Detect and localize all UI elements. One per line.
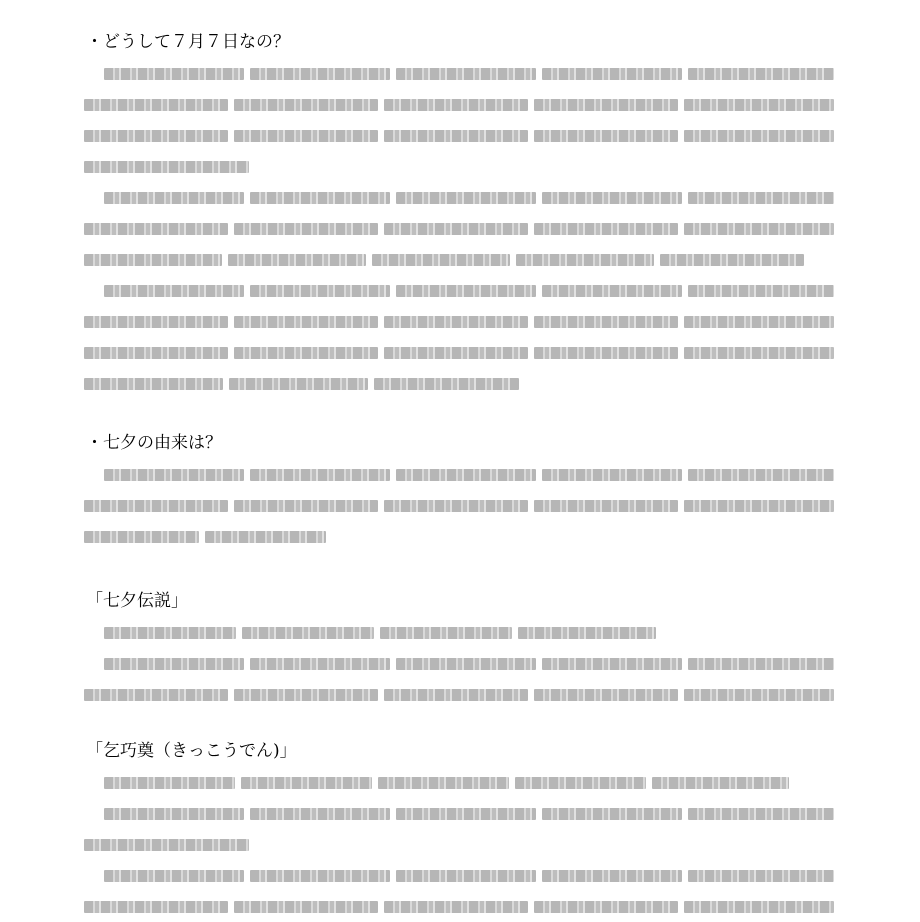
blurred-text-line <box>84 459 836 490</box>
blurred-text-segment <box>84 500 228 512</box>
blurred-text-line <box>84 58 836 89</box>
blurred-text-segment <box>534 347 678 359</box>
blurred-text-segment <box>104 627 236 639</box>
blurred-text-segment <box>234 347 378 359</box>
blurred-text-segment <box>396 658 536 670</box>
blurred-text-segment <box>384 901 528 913</box>
blurred-text-segment <box>234 99 378 111</box>
blurred-text-segment <box>534 223 678 235</box>
blurred-text-line <box>84 617 836 648</box>
blurred-text-segment <box>542 870 682 882</box>
blurred-text-line <box>84 151 836 182</box>
blurred-text-segment <box>250 285 390 297</box>
blurred-text-segment <box>205 531 326 543</box>
blurred-text-segment <box>542 285 682 297</box>
blurred-text-segment <box>542 658 682 670</box>
blurred-text-segment <box>84 316 228 328</box>
blurred-text-segment <box>372 254 510 266</box>
blurred-text-line <box>84 490 836 521</box>
blurred-text-segment <box>396 285 536 297</box>
blurred-text-segment <box>241 777 372 789</box>
blurred-text-line <box>84 182 836 213</box>
blurred-text-line <box>84 767 836 798</box>
blurred-text-line <box>84 860 836 891</box>
blurred-text-line <box>84 521 836 552</box>
section-body-tanabata-legend <box>84 617 836 710</box>
blurred-text-segment <box>380 627 512 639</box>
blurred-text-segment <box>534 901 678 913</box>
blurred-text-segment <box>104 777 235 789</box>
blurred-text-line <box>84 679 836 710</box>
blurred-text-segment <box>534 99 678 111</box>
blurred-text-segment <box>234 316 378 328</box>
blurred-text-line <box>84 337 836 368</box>
blurred-text-segment <box>688 192 834 204</box>
blurred-text-segment <box>228 254 366 266</box>
blurred-text-segment <box>84 254 222 266</box>
blurred-text-segment <box>542 68 682 80</box>
blurred-text-segment <box>234 689 378 701</box>
blurred-text-line <box>84 213 836 244</box>
blurred-text-segment <box>688 808 834 820</box>
blurred-text-segment <box>652 777 789 789</box>
blurred-text-line <box>84 89 836 120</box>
blurred-text-segment <box>250 870 390 882</box>
blurred-text-line <box>84 368 836 399</box>
blurred-text-segment <box>384 689 528 701</box>
blurred-text-segment <box>104 870 244 882</box>
blurred-text-line <box>84 306 836 337</box>
blurred-text-segment <box>534 130 678 142</box>
blurred-text-segment <box>684 347 834 359</box>
blurred-text-segment <box>84 347 228 359</box>
blurred-text-line <box>84 648 836 679</box>
blurred-text-line <box>84 798 836 829</box>
blurred-text-segment <box>396 192 536 204</box>
blurred-text-segment <box>516 254 654 266</box>
blurred-text-segment <box>104 68 244 80</box>
blurred-text-segment <box>515 777 646 789</box>
section-body-why-july-7 <box>84 58 836 399</box>
blurred-text-segment <box>684 223 834 235</box>
blurred-text-segment <box>234 500 378 512</box>
blurred-text-segment <box>378 777 509 789</box>
blurred-text-segment <box>396 68 536 80</box>
blurred-text-segment <box>684 316 834 328</box>
blurred-text-segment <box>104 192 244 204</box>
blurred-text-segment <box>384 223 528 235</box>
blurred-text-segment <box>250 68 390 80</box>
blurred-text-segment <box>384 130 528 142</box>
blurred-text-segment <box>684 689 834 701</box>
section-body-origin <box>84 459 836 552</box>
blurred-text-segment <box>84 531 199 543</box>
section-body-kikkoden <box>84 767 836 922</box>
section-heading-why-july-7: ・どうして７月７日なの？ <box>86 32 290 52</box>
blurred-text-segment <box>234 901 378 913</box>
blurred-text-segment <box>660 254 804 266</box>
blurred-text-segment <box>684 99 834 111</box>
blurred-text-line <box>84 120 836 151</box>
blurred-text-segment <box>688 68 834 80</box>
blurred-text-line <box>84 244 836 275</box>
blurred-text-segment <box>396 808 536 820</box>
blurred-text-segment <box>684 500 834 512</box>
blurred-text-segment <box>688 870 834 882</box>
blurred-text-segment <box>104 285 244 297</box>
blurred-text-segment <box>384 316 528 328</box>
section-heading-origin: ・七夕の由来は？ <box>86 433 222 453</box>
section-heading-kikkoden: 「乞巧奠（きっこうでん)」 <box>86 741 297 761</box>
blurred-text-segment <box>229 378 368 390</box>
blurred-text-segment <box>688 285 834 297</box>
blurred-text-segment <box>84 689 228 701</box>
blurred-text-segment <box>250 808 390 820</box>
blurred-text-line <box>84 275 836 306</box>
blurred-text-segment <box>384 500 528 512</box>
blurred-text-segment <box>396 870 536 882</box>
blurred-text-segment <box>250 469 390 481</box>
blurred-text-segment <box>534 316 678 328</box>
blurred-text-segment <box>242 627 374 639</box>
blurred-text-segment <box>104 808 244 820</box>
blurred-text-segment <box>374 378 519 390</box>
blurred-text-segment <box>542 469 682 481</box>
blurred-text-segment <box>234 130 378 142</box>
blurred-text-segment <box>84 839 249 851</box>
blurred-text-segment <box>534 689 678 701</box>
blurred-text-segment <box>684 130 834 142</box>
blurred-text-segment <box>84 99 228 111</box>
blurred-text-segment <box>84 161 249 173</box>
blurred-text-segment <box>250 658 390 670</box>
blurred-text-segment <box>518 627 656 639</box>
blurred-text-segment <box>542 192 682 204</box>
blurred-text-segment <box>84 901 228 913</box>
blurred-text-segment <box>84 130 228 142</box>
blurred-text-line <box>84 891 836 922</box>
blurred-text-segment <box>84 378 223 390</box>
blurred-text-segment <box>104 469 244 481</box>
blurred-text-segment <box>684 901 834 913</box>
blurred-text-segment <box>84 223 228 235</box>
section-heading-tanabata-legend: 「七夕伝説」 <box>86 591 188 611</box>
blurred-text-line <box>84 829 836 860</box>
blurred-text-segment <box>250 192 390 204</box>
blurred-text-segment <box>234 223 378 235</box>
blurred-text-segment <box>384 347 528 359</box>
blurred-text-segment <box>384 99 528 111</box>
blurred-text-segment <box>396 469 536 481</box>
blurred-text-segment <box>542 808 682 820</box>
blurred-text-segment <box>688 658 834 670</box>
blurred-text-segment <box>534 500 678 512</box>
blurred-text-segment <box>104 658 244 670</box>
blurred-text-segment <box>688 469 834 481</box>
